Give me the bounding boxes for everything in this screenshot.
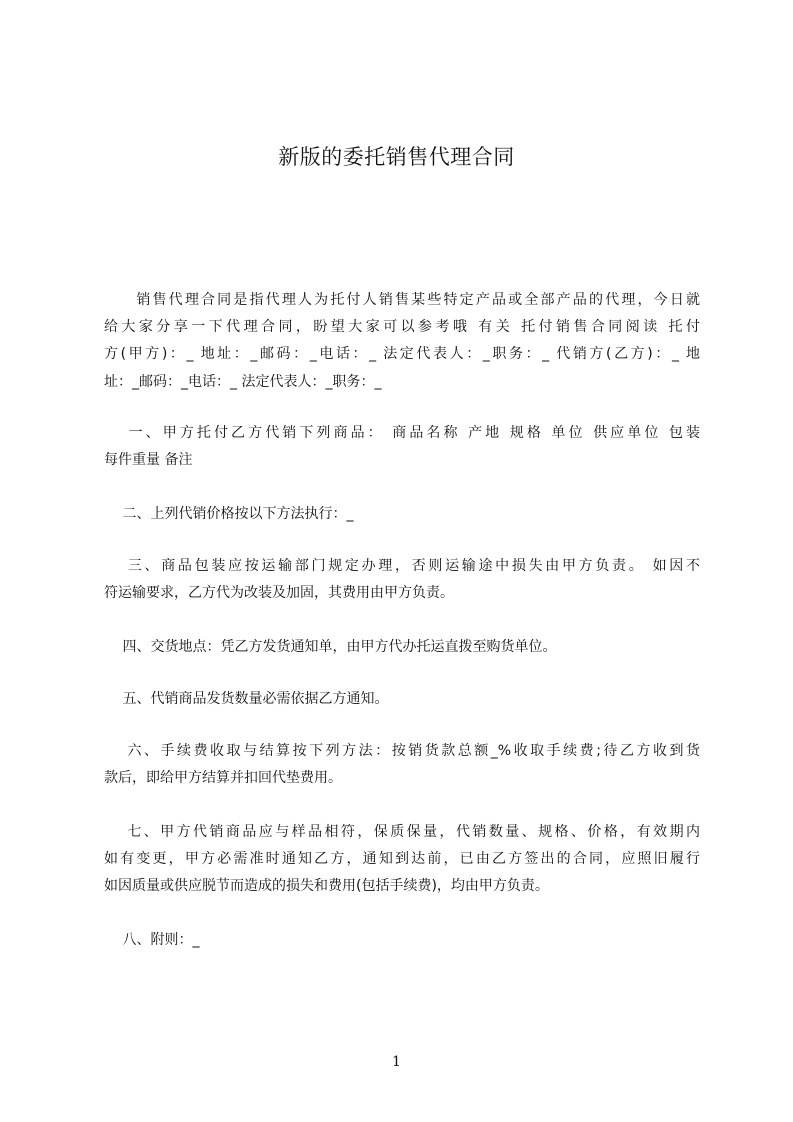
text-line: 销售代理合同是指代理人为托付人销售某些特定产品或全部产品的代理，今日就 — [104, 292, 700, 308]
text-line: 五、代销商品发货数量必需依据乙方通知。 — [104, 691, 389, 707]
clause-5 — [104, 686, 700, 713]
text-line: 六、手续费收取与结算按下列方法：按销货款总额_%收取手续费;待乙方收到货 — [104, 743, 700, 759]
clause-2 — [104, 501, 700, 528]
clause-7 — [104, 819, 700, 901]
text-line: 八、附则：_ — [104, 932, 200, 948]
text-line: 三、商品包装应按运输部门规定办理，否则运输途中损失由甲方负责。 如因不 — [104, 558, 700, 574]
text-line: 四、交货地点：凭乙方发货通知单，由甲方代办托运直拨至购货单位。 — [104, 639, 557, 655]
text-line: 七、甲方代销商品应与样品相符，保质保量，代销数量、规格、价格，有效期内 — [104, 824, 700, 840]
intro-paragraph — [104, 287, 700, 396]
text-line: 址：_邮码：_电话：_ 法定代表人：_职务：_ — [104, 373, 382, 390]
text-line: 一、甲方托付乙方代销下列商品： 商品名称 产地 规格 单位 供应单位 包装 — [104, 425, 700, 441]
clause-8 — [104, 927, 700, 954]
page-title: 新版的委托销售代理合同 — [278, 145, 515, 169]
text-line: 给大家分享一下代理合同，盼望大家可以参考哦 有关 托付销售合同阅读 托付 — [104, 319, 700, 336]
clause-3 — [104, 553, 700, 607]
clause-1 — [104, 420, 700, 474]
clause-4 — [104, 634, 700, 661]
clause-6 — [104, 738, 700, 792]
text-line: 如因质量或供应脱节而造成的损失和费用(包括手续费)，均由甲方负责。 — [104, 878, 549, 895]
text-line: 款后，即给甲方结算并扣回代垫费用。 — [104, 770, 342, 787]
page-number: 1 — [392, 1054, 401, 1070]
text-line: 如有变更，甲方必需准时通知乙方，通知到达前，已由乙方签出的合同，应照旧履行 — [104, 851, 700, 868]
text-line: 每件重量 备注 — [104, 452, 193, 469]
text-line: 二、上列代销价格按以下方法执行：_ — [104, 506, 354, 522]
text-line: 方(甲方)：_ 地址：_邮码：_电话：_ 法定代表人：_职务：_ 代销方(乙方)：_ 地 — [104, 346, 700, 363]
text-line: 符运输要求，乙方代为改装及加固，其费用由甲方负责。 — [104, 585, 454, 602]
